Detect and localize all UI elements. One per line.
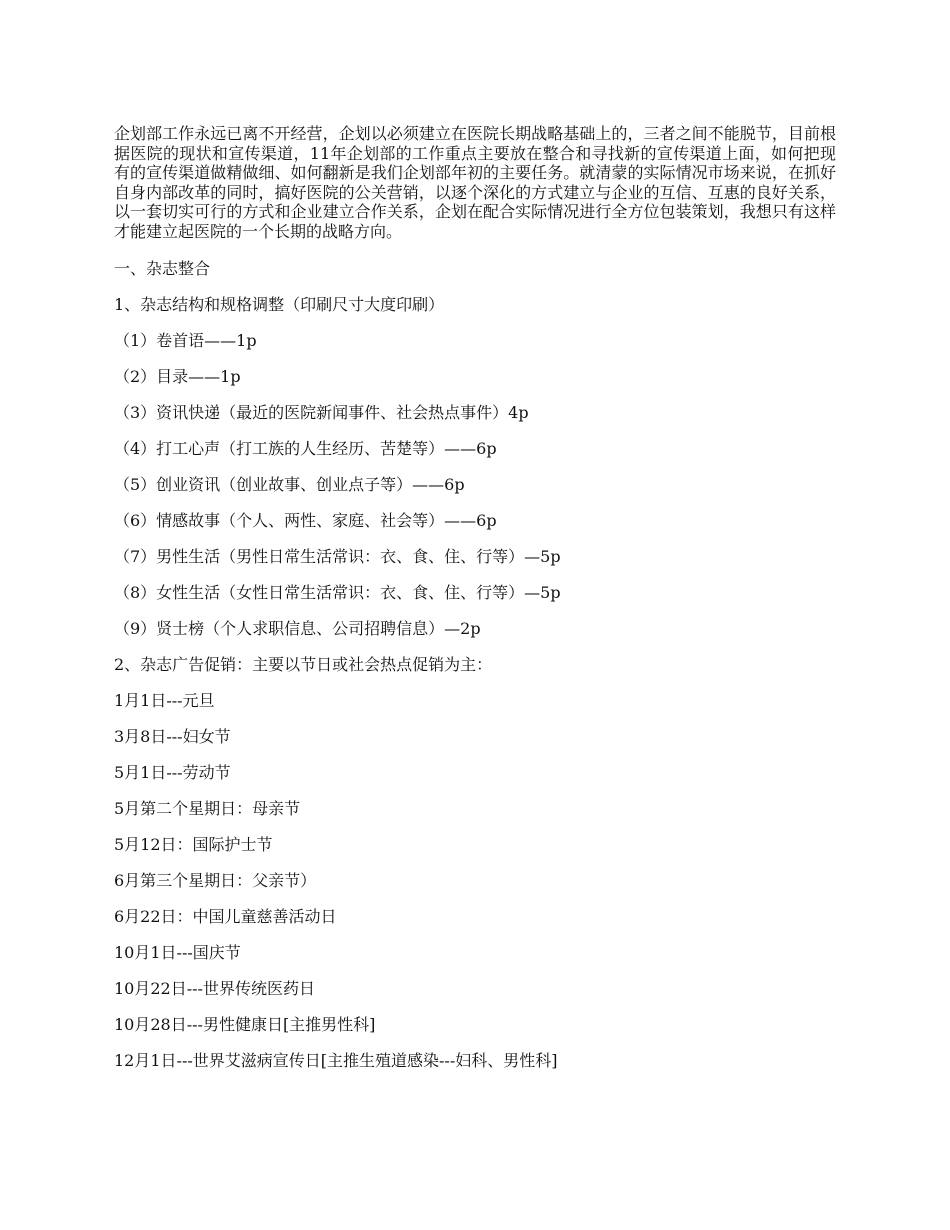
structure-item: （7）男性生活（男性日常生活常识：衣、食、住、行等）—5p [114,547,561,566]
structure-item: （6）情感故事（个人、两性、家庭、社会等）——6p [114,511,497,530]
promo-item: 3月8日---妇女节 [114,727,231,746]
promo-item: 10月22日---世界传统医药日 [114,979,315,998]
promo-item: 6月第三个星期日：父亲节） [114,871,317,890]
structure-item: （1）卷首语——1p [114,331,257,350]
document-page [114,124,836,1079]
structure-item: （4）打工心声（打工族的人生经历、苦楚等）——6p [114,439,497,458]
promo-heading: 2、杂志广告促销：主要以节日或社会热点促销为主： [114,655,493,674]
structure-item: （2）目录——1p [114,367,241,386]
promo-item: 5月第二个星期日：母亲节 [114,799,301,818]
structure-item: （8）女性生活（女性日常生活常识：衣、食、住、行等）—5p [114,583,561,602]
structure-item: （9）贤士榜（个人求职信息、公司招聘信息）—2p [114,619,481,638]
promo-item: 1月1日---元旦 [114,691,215,710]
structure-item: （5）创业资讯（创业故事、创业点子等）——6p [114,475,465,494]
intro-paragraph: 企划部工作永远已离不开经营，企划以必须建立在医院长期战略基础上的，三者之间不能脱节，目前根据医院的现状和宣传渠道，11年企划部的工作重点主要放在整合和寻找新的宣传渠道上面，如何把现有的宣传渠道做精做细、如何翻新是我们企划部年初的主要任务。就清蒙的实际情况市场来说，在抓好自身内部改革的同时，搞好医院的公关营销，以逐个深化的方式建立与企业的互信、互惠的良好关系，以一套切实可行的方式和企业建立合作关系，企划在配合实际情况进行全方位包装策划，我想只有这样才能建立起医院的一个长期的战略方向。 [114,124,836,241]
structure-item: （3）资讯快递（最近的医院新闻事件、社会热点事件）4p [114,403,529,422]
promo-item: 10月1日---国庆节 [114,943,241,962]
section-heading-magazine: 一、杂志整合 [114,259,211,278]
structure-list [114,323,836,647]
promo-item: 5月1日---劳动节 [114,763,231,782]
promo-item: 12月1日---世界艾滋病宣传日[主推生殖道感染---妇科、男性科] [114,1051,558,1070]
promo-item: 6月22日：中国儿童慈善活动日 [114,907,337,926]
promo-item: 10月28日---男性健康日[主推男性科] [114,1015,376,1034]
structure-heading: 1、杂志结构和规格调整（印刷尺寸大度印刷） [114,295,445,314]
promo-item: 5月12日：国际护士节 [114,835,273,854]
promo-list [114,683,836,1079]
